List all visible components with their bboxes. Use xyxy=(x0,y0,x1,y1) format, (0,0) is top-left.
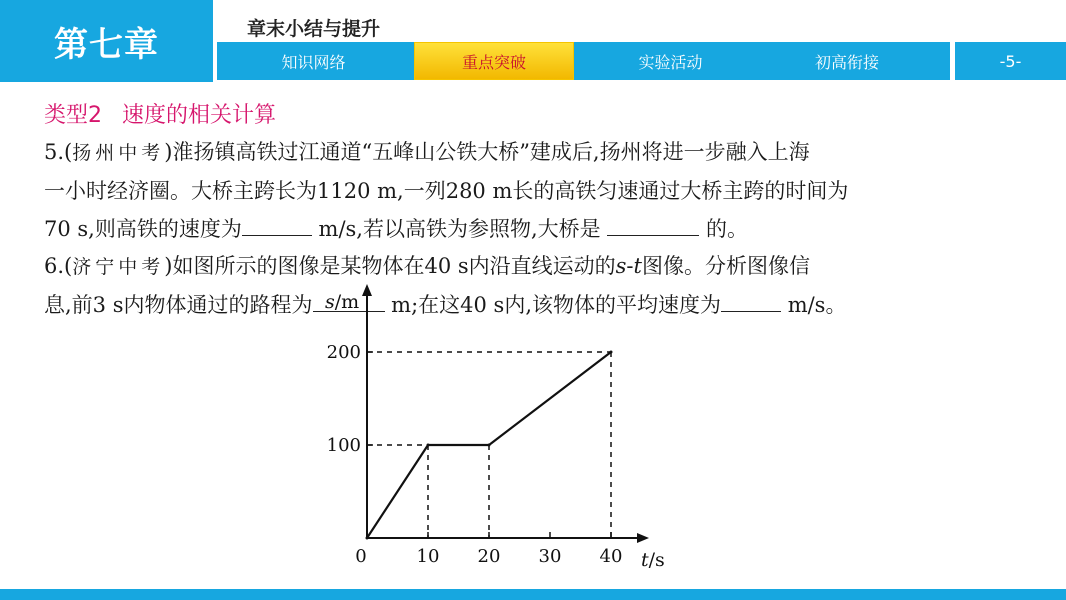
section-heading xyxy=(44,98,276,129)
q5-blank-motion[interactable] xyxy=(607,215,699,236)
data-point-0 xyxy=(366,537,369,540)
q6-line-2 xyxy=(44,286,1034,324)
x-tick-label-20: 20 xyxy=(477,546,501,567)
data-point-2 xyxy=(488,444,491,447)
question-5 xyxy=(44,133,1034,248)
q6-source: 济宁中考 xyxy=(72,256,165,278)
q5-text-2: 一小时经济圈。大桥主跨长为1120 m,一列280 m长的高铁匀速通过大桥主跨的时间为 xyxy=(44,179,849,203)
y-axis-label: s/m xyxy=(325,291,360,313)
q5-line-1 xyxy=(44,133,1034,172)
section-type-label: 类型2 xyxy=(44,103,102,128)
bottom-bar xyxy=(0,589,1066,600)
q6-number: 6.( xyxy=(44,254,73,278)
q6-blank-avg-speed[interactable] xyxy=(721,291,781,312)
y-tick-label-100: 100 xyxy=(326,435,361,456)
q6-dash: - xyxy=(626,254,634,278)
q6-text-2a: 息,前3 s内物体通过的路程为 xyxy=(44,293,313,317)
data-point-3 xyxy=(610,351,613,354)
chapter-label: 第七章 xyxy=(0,0,213,82)
section-title: 速度的相关计算 xyxy=(122,103,277,128)
q5-line-2 xyxy=(44,172,1034,210)
q5-source: 扬州中考 xyxy=(72,142,165,164)
q5-blank-speed[interactable] xyxy=(242,215,312,236)
y-tick-label-200: 200 xyxy=(326,342,361,363)
x-tick-label-0: 0 xyxy=(355,546,367,567)
q6-var-t: t xyxy=(633,254,642,278)
q6-text-1b: 图像。分析图像信 xyxy=(641,254,810,278)
x-axis-arrow xyxy=(637,533,649,543)
x-tick-label-40: 40 xyxy=(599,546,623,567)
q5-text-3a: 70 s,则高铁的速度为 xyxy=(44,217,242,241)
data-point-1 xyxy=(427,444,430,447)
x-tick-label-10: 10 xyxy=(416,546,440,567)
x-tick-label-30: 30 xyxy=(538,546,562,567)
q6-text-2c: m/s。 xyxy=(781,293,847,317)
q6-text-2b: m;在这40 s内,该物体的平均速度为 xyxy=(384,293,722,317)
q6-text-1a: 如图所示的图像是某物体在40 s内沿直线运动的 xyxy=(172,254,616,278)
q5-text-3c: 的。 xyxy=(699,217,749,241)
tab-experiment-activity[interactable]: 实验活动 xyxy=(592,42,749,80)
x-axis-label: t/s xyxy=(641,549,665,571)
page-title: 章末小结与提升 xyxy=(247,18,381,40)
question-6 xyxy=(44,247,1034,324)
tab-junior-senior-bridge[interactable]: 初高衔接 xyxy=(768,42,926,80)
page-number: -5- xyxy=(955,42,1066,80)
q5-line-3 xyxy=(44,210,1034,248)
q5-text-1: 淮扬镇高铁过江通道“五峰山公铁大桥”建成后,扬州将进一步融入上海 xyxy=(172,140,810,164)
q5-close-paren: ) xyxy=(164,140,173,164)
tab-key-breakthrough[interactable]: 重点突破 xyxy=(414,42,574,80)
q6-var-s: s xyxy=(615,254,627,278)
q5-number: 5.( xyxy=(44,140,73,164)
q6-close-paren: ) xyxy=(164,254,173,278)
tab-knowledge-network[interactable]: 知识网络 xyxy=(235,42,392,80)
q5-text-3b: m/s,若以高铁为参照物,大桥是 xyxy=(311,217,608,241)
q6-line-1 xyxy=(44,247,1034,286)
